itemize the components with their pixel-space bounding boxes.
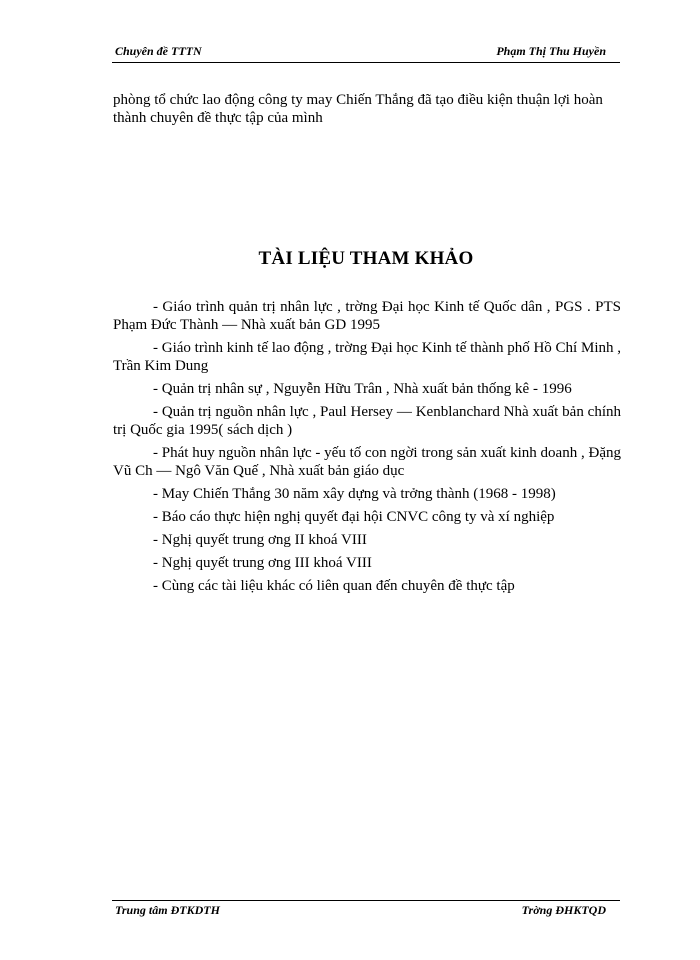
intro-paragraph: phòng tổ chức lao động công ty may Chiến Thắng đã tạo điều kiện thuận lợi hoàn thành chuyên đề thực tập của mình [113, 92, 603, 126]
reference-item: - Phát huy nguồn nhân lực - yếu tố con ngời trong sản xuất kinh doanh , Đặng Vũ Ch — Ngô Văn Quế , Nhà xuất bản giáo dục [113, 445, 621, 479]
reference-list [113, 298, 621, 600]
section-title: TÀI LIỆU THAM KHẢO [258, 248, 474, 269]
header-rule [112, 62, 620, 63]
reference-item: - Giáo trình kinh tế lao động , trờng Đại học Kinh tế thành phố Hồ Chí Minh , Trần Kim Dung [113, 340, 621, 374]
reference-item: - Báo cáo thực hiện nghị quyết đại hội CNVC công ty và xí nghiệp [153, 509, 555, 525]
reference-item: - Giáo trình quản trị nhân lực , trờng Đại học Kinh tế Quốc dân , PGS . PTS Phạm Đức Thành — Nhà xuất bản GD 1995 [113, 299, 621, 333]
reference-item: - Quản trị nhân sự , Nguyễn Hữu Trân , Nhà xuất bản thống kê - 1996 [153, 381, 572, 397]
reference-item: - Nghị quyết trung ơng III khoá VIII [153, 555, 372, 571]
reference-item: - Quản trị nguồn nhân lực , Paul Hersey — Kenblanchard Nhà xuất bản chính trị Quốc gia 1995( sách dịch ) [113, 404, 621, 438]
header-author: Phạm Thị Thu Huyền [496, 44, 606, 58]
header-topic: Chuyên đề TTTN [115, 44, 202, 58]
footer-school: Trờng ĐHKTQD [521, 903, 606, 917]
reference-item: - May Chiến Thắng 30 năm xây dựng và trởng thành (1968 - 1998) [153, 486, 556, 502]
page-header [112, 44, 622, 64]
footer-center: Trung tâm ĐTKDTH [115, 903, 220, 917]
footer-rule [112, 900, 620, 901]
reference-item: - Nghị quyết trung ơng II khoá VIII [153, 532, 367, 548]
page-footer [112, 903, 622, 923]
reference-item: - Cùng các tài liệu khác có liên quan đến chuyên đề thực tập [153, 578, 515, 594]
